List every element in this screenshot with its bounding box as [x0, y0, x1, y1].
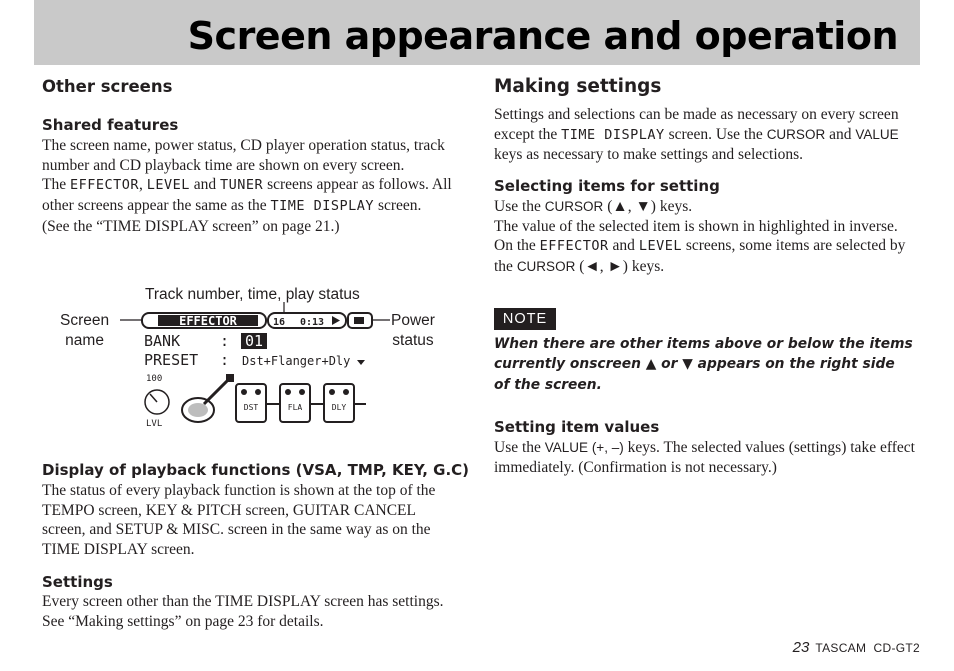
- lcd-term-effector: EFFECTOR: [69, 177, 140, 194]
- lcd-illustration: [60, 282, 450, 442]
- lcd-term-effector: EFFECTOR: [539, 238, 609, 255]
- page-number: 23: [792, 639, 810, 656]
- settings-paragraph: Every screen other than the TIME DISPLAY screen has settings. See “Making settings” on page 23 for details.: [42, 593, 444, 630]
- key-name-value: VALUE (+, –): [544, 440, 624, 455]
- page-title: Screen appearance and operation: [187, 14, 898, 58]
- text-fragment: (▲, ▼) keys.: [603, 198, 693, 215]
- subheading-playback-functions: Display of playback functions (VSA, TMP, KEY, G.C): [42, 461, 470, 479]
- title-banner: [34, 0, 920, 65]
- making-settings-intro: [494, 105, 920, 165]
- key-name-cursor: CURSOR: [544, 199, 604, 214]
- lcd-bank-label: BANK: [144, 332, 181, 350]
- lcd-bank-value: 01: [244, 332, 264, 350]
- note-text: When there are other items above or below the items currently onscreen ▲ or ▼ appears on the right side of the screen.: [494, 336, 913, 393]
- subheading-settings: Settings: [42, 573, 113, 591]
- lcd-term-time-display: TIME DISPLAY: [270, 198, 375, 215]
- key-name-value: VALUE: [855, 126, 899, 142]
- shared-features-text: The screen name, power status, CD player operation status, track number and CD playback time are shown on every screen.: [42, 137, 445, 174]
- lcd-term-level: LEVEL: [146, 177, 190, 194]
- lcd-level-value: 100: [146, 374, 163, 384]
- text-fragment: keys as necessary to make settings and selections.: [494, 146, 804, 164]
- page-footer: [793, 639, 920, 657]
- text-fragment: (◄, ►) keys.: [575, 258, 665, 276]
- text-fragment: screens, some items are selected by the: [494, 237, 906, 276]
- text-fragment: screens appear as follows. All other screens appear the same as the: [42, 176, 452, 215]
- pedal-label: DLY: [331, 403, 347, 412]
- lcd-preset-label: PRESET: [144, 351, 199, 369]
- setting-values-paragraph: [494, 438, 920, 477]
- playback-functions-paragraph: The status of every playback function is shown at the top of the TEMPO screen, KEY & PITCH screen, GUITAR CANCEL screen, and SETUP & MISC. screen in the same way as on the TIME DISPLAY screen.: [42, 482, 436, 559]
- text-fragment: screen. (See the “TIME DISPLAY screen” on page 21.): [42, 197, 422, 235]
- pedal-icon-fla: [280, 384, 310, 422]
- text-fragment: and: [608, 237, 639, 255]
- section-heading-other-screens: Other screens: [42, 77, 173, 96]
- text-fragment: Use the: [494, 198, 545, 215]
- text-fragment: and: [825, 125, 856, 143]
- text-fragment: ,: [139, 176, 147, 194]
- pedal-icon-dst: [236, 384, 266, 422]
- text-fragment: and: [189, 176, 221, 194]
- text-fragment: On the: [494, 237, 540, 255]
- subheading-selecting-items: Selecting items for setting: [494, 177, 720, 195]
- lcd-term-level: LEVEL: [638, 238, 682, 255]
- lcd-colon: :: [220, 351, 230, 369]
- label-power-status: Power status: [391, 312, 435, 349]
- text-fragment: The: [42, 176, 70, 194]
- text-fragment: Settings and selections can be made as necessary on every screen except the: [494, 106, 899, 143]
- text-fragment: screen. Use the: [664, 125, 767, 143]
- lcd-time: 0:13: [300, 317, 325, 328]
- guitar-icon: [182, 374, 234, 422]
- subheading-shared-features: Shared features: [42, 116, 179, 134]
- key-name-cursor: CURSOR: [766, 126, 826, 142]
- lcd-colon: :: [220, 332, 230, 350]
- lcd-track-number: 16: [273, 317, 286, 328]
- text-fragment: Use the: [494, 439, 545, 456]
- effector-screen-diagram: [60, 282, 450, 442]
- lcd-preset-value: Dst+Flanger+Dly: [242, 354, 351, 368]
- label-screen-name: Screen name: [60, 312, 110, 349]
- lcd-level-label: LVL: [146, 419, 163, 429]
- selecting-items-paragraph: [494, 197, 920, 277]
- key-name-cursor: CURSOR: [516, 259, 576, 275]
- pedal-label: FLA: [287, 403, 303, 412]
- lcd-term-time-display: TIME DISPLAY: [561, 126, 665, 143]
- label-track-time-status: Track number, time, play status: [145, 286, 360, 303]
- pedal-icon-dly: [324, 384, 354, 422]
- note-badge: NOTE: [494, 308, 556, 330]
- power-plug-shape: [354, 317, 364, 324]
- pedal-label: DST: [243, 403, 259, 412]
- lcd-term-tuner: TUNER: [220, 177, 264, 194]
- text-fragment: The value of the selected item is shown in highlighted in inverse.: [494, 217, 898, 235]
- section-heading-making-settings: Making settings: [494, 76, 662, 97]
- shared-features-paragraph: [42, 136, 452, 237]
- text-fragment: keys. The selected values (settings) take effect immediately. (Confirmation is not necessary.): [494, 439, 915, 476]
- preset-dropdown-icon: [357, 360, 365, 365]
- lcd-screen-name: EFFECTOR: [179, 314, 237, 328]
- subheading-setting-values: Setting item values: [494, 418, 660, 436]
- footer-brand: TASCAM CD-GT2: [815, 641, 920, 655]
